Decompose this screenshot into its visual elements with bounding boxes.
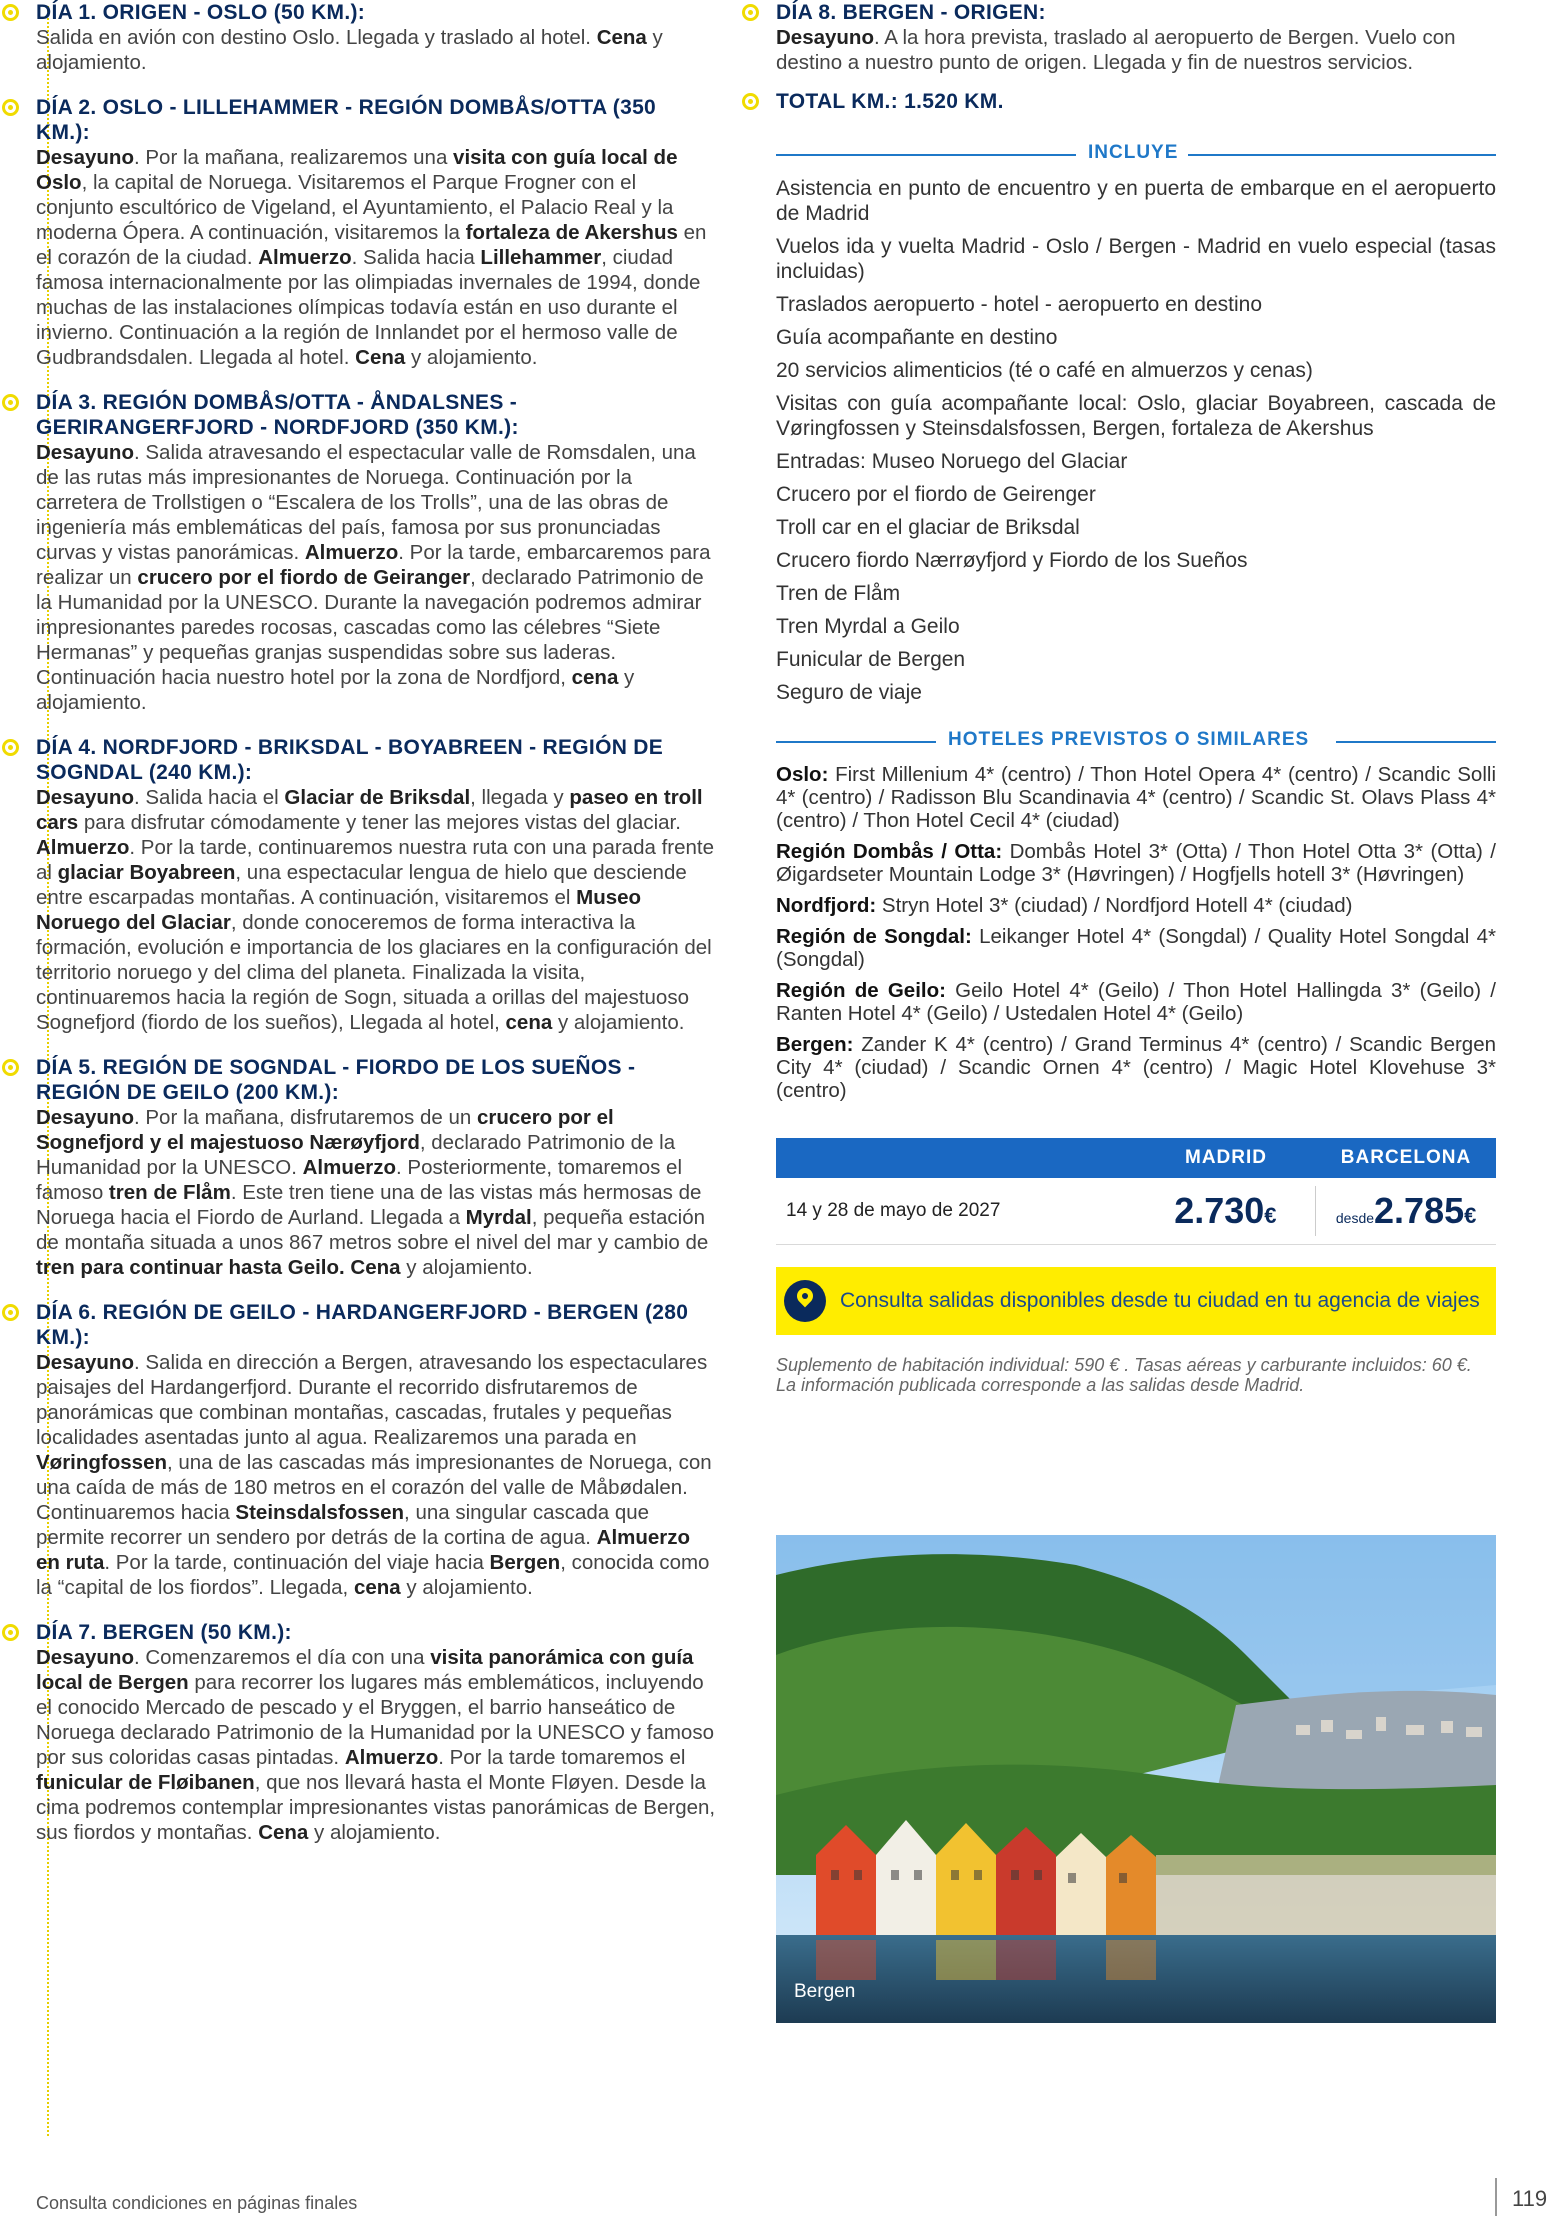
day-description: [36, 440, 716, 715]
body-text: y alojamiento.: [552, 1011, 685, 1034]
day-description: [36, 1645, 716, 1845]
body-text: . Por la mañana, realizaremos una: [133, 146, 454, 169]
body-text: . A la hora prevista, traslado al aeropuerto de Bergen. Vuelo con destino a nuestro punto de origen. Llegada y fin de nuestros servicios.: [776, 26, 1456, 74]
timeline-dot-icon: [2, 1059, 19, 1076]
include-item: Vuelos ida y vuelta Madrid - Oslo / Bergen - Madrid en vuelo especial (tasas incluidas): [776, 235, 1496, 283]
hotel-list: First Millenium 4* (centro) / Thon Hotel Opera 4* (centro) / Scandic Solli 4* (centro) / Radisson Blu Scandinavia 4* (centro) / Scandic St. Olavs Plass 4* (centro) / Thon Hotel Cecil 4* (ciudad): [776, 763, 1496, 832]
highlight-text: Museo Noruego del Glaciar: [36, 886, 642, 934]
hotel-entry: [776, 979, 1496, 1025]
day-description: [36, 25, 716, 75]
hotel-entry: [776, 1033, 1496, 1102]
body-text: , donde conoceremos de forma interactiva la formación, evolución e importancia de los glaciares en la configuración del territorio noruego y del clima del planeta. Finalizada la visita, continuaremos hacia la región de Sogn, situada a orillas del majestuoso Sognefjord (fiordo de los sueños), Llegada al hotel,: [36, 911, 712, 1034]
highlight-text: Almuerzo: [258, 246, 352, 269]
timeline-dot-icon: [2, 99, 19, 116]
body-text: . Por la tarde, continuaremos nuestra ruta con una parada frente al: [36, 836, 715, 884]
highlight-text: crucero por el fiordo de Geiranger: [137, 566, 471, 589]
highlight-text: crucero por el Sognefjord y el majestuoso Nærøyfjord: [36, 1106, 614, 1154]
body-text: para disfrutar cómodamente y tener las mejores vistas del glaciar.: [78, 811, 681, 834]
body-text: . Posteriormente, tomaremos el famoso: [36, 1156, 683, 1204]
highlight-text: Almuerzo: [304, 541, 399, 564]
highlight-text: funicular de Fløibanen: [36, 1771, 255, 1794]
include-item: Guía acompañante en destino: [776, 326, 1058, 349]
body-text: , conocida como la “capital de los fiordos”. Llegada,: [36, 1551, 710, 1599]
hotel-entry: [776, 763, 1496, 832]
include-item: Entradas: Museo Noruego del Glaciar: [776, 450, 1128, 473]
timeline-dot-icon: [2, 1304, 19, 1321]
price-barcelona-value: 2.785: [1374, 1190, 1465, 1231]
day-6: [36, 1300, 716, 1600]
currency-symbol: €: [1264, 1203, 1277, 1228]
itinerary-column: [36, 0, 716, 1865]
highlight-text: Desayuno: [36, 1106, 134, 1129]
body-text: y alojamiento.: [36, 26, 663, 74]
consult-text: Consulta salidas disponibles desde tu ciudad en tu agencia de viajes: [840, 1289, 1480, 1312]
hotels-heading: [776, 727, 1496, 757]
day-description: [36, 145, 716, 370]
day-title: DÍA 6. REGIÓN DE GEILO - HARDANGERFJORD - BERGEN (280 KM.):: [36, 1301, 689, 1349]
day-8: [776, 0, 1496, 75]
hotel-region: Oslo:: [776, 763, 829, 786]
body-text: . Por la tarde tomaremos el: [438, 1746, 686, 1769]
highlight-text: Cena: [355, 346, 406, 369]
total-km-text: TOTAL KM.: 1.520 KM.: [776, 90, 1004, 113]
body-text: , llegada y: [470, 786, 570, 809]
price-table-header: [776, 1138, 1496, 1178]
timeline-dot-icon: [742, 93, 759, 110]
timeline-dot-icon: [2, 739, 19, 756]
hotel-list: Geilo Hotel 4* (Geilo) / Thon Hotel Hallingda 3* (Geilo) / Ranten Hotel 4* (Geilo) / Ustedalen Hotel 4* (Geilo): [776, 979, 1496, 1025]
price-note: Suplemento de habitación individual: 590 € . Tasas aéreas y carburante incluidos: 60 €. La información publicada corresponde a las salidas desde Madrid.: [776, 1355, 1472, 1395]
day-title: DÍA 5. REGIÓN DE SOGNDAL - FIORDO DE LOS SUEÑOS - REGIÓN DE GEILO (200 KM.):: [36, 1056, 636, 1104]
day-title: DÍA 4. NORDFJORD - BRIKSDAL - BOYABREEN - REGIÓN DE SOGNDAL (240 KM.):: [36, 736, 664, 784]
highlight-text: cena: [353, 1576, 401, 1599]
hotel-list: Stryn Hotel 3* (ciudad) / Nordfjord Hotell 4* (ciudad): [876, 894, 1353, 917]
day-title: DÍA 3. REGIÓN DOMBÅS/OTTA - ÅNDALSNES - GERIRANGERFJORD - NORDFJORD (350 KM.):: [36, 391, 519, 439]
day-title: DÍA 2. OSLO - LILLEHAMMER - REGIÓN DOMBÅS/OTTA (350 KM.):: [36, 96, 657, 144]
body-text: , una singular cascada que permite recorrer un sendero por detrás de la cortina de agua.: [36, 1501, 650, 1549]
body-text: . Salida atravesando el espectacular valle de Romsdalen, una de las rutas más impresionantes de Noruega. Continuación por la carretera de Trollstigen o “Escalera de los Trolls”, una de las obras de ingeniería más emblemáticas del país, famosa por sus pronunciadas curvas y vistas panorámicas.: [36, 441, 696, 564]
body-text: , pequeña estación de montaña situada a unos 867 metros sobre el nivel del mar y cambio de: [36, 1206, 709, 1254]
highlight-text: visita con guía local de Oslo: [36, 146, 678, 194]
body-text: . Salida hacia el: [133, 786, 285, 809]
body-text: y alojamiento.: [400, 1256, 533, 1279]
body-text: , ciudad famosa internacionalmente por las olimpiadas invernales de 1994, donde muchas de las instalaciones olímpicas todavía están en uso durante el invierno. Continuación a la región de Innlandet por el hermoso valle de Gudbrandsdalen. Llegada al hotel.: [36, 246, 701, 369]
include-item: Troll car en el glaciar de Briksdal: [776, 516, 1080, 539]
include-item: Crucero fiordo Nærrøyfjord y Fiordo de los Sueños: [776, 549, 1248, 572]
include-item: Tren de Flåm: [776, 582, 901, 605]
highlight-text: Almuerzo: [302, 1156, 397, 1179]
include-item: 20 servicios alimenticios (té o café en almuerzos y cenas): [776, 359, 1313, 382]
body-text: . Este tren tiene una de las vistas más hermosas de Noruega hacia el Fiordo de Aurland. Llegada a: [36, 1181, 702, 1229]
price-dates: 14 y 28 de mayo de 2027: [786, 1200, 1001, 1221]
map-pin-icon: [784, 1280, 826, 1322]
includes-heading: [776, 140, 1496, 170]
highlight-text: Desayuno: [36, 786, 134, 809]
body-text: , una espectacular lengua de hielo que desciende entre escarpadas montañas. A continuación, visitaremos el: [36, 861, 687, 909]
highlight-text: cena: [505, 1011, 553, 1034]
price-madrid-value: 2.730: [1174, 1190, 1265, 1231]
hotel-list: Zander K 4* (centro) / Grand Terminus 4* (centro) / Scandic Bergen City 4* (ciudad) / Scandic Ornen 4* (centro) / Magic Hotel Klovehuse 3* (centro): [776, 1033, 1496, 1102]
body-text: y alojamiento.: [400, 1576, 533, 1599]
day-title: DÍA 7. BERGEN (50 KM.):: [36, 1621, 292, 1644]
body-text: , la capital de Noruega. Visitaremos el Parque Frogner con el conjunto escultórico de Vigeland, el Ayuntamiento, el Palacio Real y la moderna Ópera. A continuación, visitaremos la: [36, 171, 674, 244]
highlight-text: Almuerzo en ruta: [36, 1526, 691, 1574]
hotel-entry: [776, 925, 1496, 971]
day-2: [36, 95, 716, 370]
hotels-heading-label: HOTELES PREVISTOS O SIMILARES: [948, 729, 1310, 750]
timeline-dot-icon: [2, 394, 19, 411]
timeline-dot-icon: [742, 4, 759, 21]
body-text: Salida en avión con destino Oslo. Llegada y traslado al hotel.: [36, 26, 597, 49]
highlight-text: tren de Flåm: [108, 1181, 231, 1204]
footer-divider: [1495, 2178, 1497, 2216]
highlight-text: paseo en troll cars: [36, 786, 703, 834]
header-barcelona: BARCELONA: [1340, 1147, 1472, 1168]
body-text: . Salida hacia: [351, 246, 481, 269]
highlight-text: Glaciar de Briksdal: [284, 786, 471, 809]
body-text: , declarado Patrimonio de la Humanidad por la UNESCO. Durante la navegación podremos admirar impresionantes paredes rocosas, cascadas como las célebres “Siete Hermanas” y pequeñas granjas suspendidas sobre sus laderas. Continuación hacia nuestro hotel por la zona de Nordfjord,: [36, 566, 704, 689]
price-desde: desde: [1335, 1210, 1375, 1226]
highlight-text: tren para continuar hasta Geilo. Cena: [36, 1256, 401, 1279]
hotel-region: Región de Songdal:: [776, 925, 972, 948]
hotel-region: Nordfjord:: [776, 894, 877, 917]
highlight-text: Bergen: [489, 1551, 561, 1574]
day-5: [36, 1055, 716, 1280]
hotel-region: Bergen:: [776, 1033, 854, 1056]
price-madrid: [1136, 1190, 1316, 1232]
highlight-text: Steinsdalsfossen: [235, 1501, 405, 1524]
hotel-region: Región de Geilo:: [776, 979, 946, 1002]
footer-conditions: Consulta condiciones en páginas finales: [36, 2193, 358, 2213]
heading-rule-right: [1188, 154, 1496, 156]
hotel-entry: [776, 840, 1496, 886]
day-description: [36, 1350, 716, 1600]
highlight-text: Desayuno: [36, 1646, 134, 1669]
body-text: . Salida en dirección a Bergen, atravesando los espectaculares paisajes del Hardangerfjord. Durante el recorrido disfrutaremos de panorámicas que combinan montañas, cascadas, frutales y pequeñas localidades asentadas junto al agua. Realizaremos una parada en: [36, 1351, 708, 1449]
day-title: DÍA 8. BERGEN - ORIGEN:: [776, 1, 1046, 24]
body-text: y alojamiento.: [36, 666, 635, 714]
highlight-text: Cena: [258, 1821, 309, 1844]
body-text: . Por la tarde, embarcaremos para realizar un: [36, 541, 711, 589]
timeline-dot-icon: [2, 1624, 19, 1641]
heading-rule-left: [776, 154, 1076, 156]
day-7: [36, 1620, 716, 1845]
highlight-text: Almuerzo: [36, 836, 130, 859]
bergen-photo: [776, 1535, 1496, 2023]
body-text: . Por la tarde, continuación del viaje hacia: [104, 1551, 490, 1574]
day-title: DÍA 1. ORIGEN - OSLO (50 KM.):: [36, 1, 366, 24]
include-item: Seguro de viaje: [776, 681, 922, 704]
body-text: , una de las cascadas más impresionantes de Noruega, con una caída de más de 180 metros en el corazón del valle de Måbødalen. Continuaremos hacia: [36, 1451, 712, 1524]
hotel-list: Dombås Hotel 3* (Otta) / Thon Hotel Otta 3* (Otta) / Øigardseter Mountain Lodge 3* (Høvringen) / Hogfjells hotell 3* (Høvringen): [776, 840, 1496, 886]
page-number: 119: [1512, 2186, 1548, 2211]
highlight-text: Desayuno: [776, 26, 874, 49]
highlight-text: Almuerzo: [344, 1746, 439, 1769]
include-item: Funicular de Bergen: [776, 648, 966, 671]
header-madrid: MADRID: [1185, 1147, 1267, 1168]
day-description: [36, 785, 716, 1035]
highlight-text: fortaleza de Akershus: [465, 221, 678, 244]
heading-rule-left: [776, 741, 936, 743]
hotels-list: [776, 763, 1496, 1102]
price-barcelona: [1315, 1186, 1496, 1236]
includes-list: [776, 176, 1496, 705]
body-text: y alojamiento.: [405, 346, 538, 369]
day-3: [36, 390, 716, 715]
include-item: Crucero por el fiordo de Geirenger: [776, 483, 1096, 506]
includes-heading-label: INCLUYE: [1088, 142, 1179, 163]
heading-rule-right: [1336, 741, 1496, 743]
highlight-text: Cena: [596, 26, 647, 49]
highlight-text: Desayuno: [36, 1351, 134, 1374]
hotel-region: Región Dombås / Otta:: [776, 840, 1003, 863]
price-row: [776, 1178, 1496, 1245]
day-4: [36, 735, 716, 1035]
body-text: en el corazón de la ciudad.: [36, 221, 707, 269]
consult-banner: [776, 1267, 1496, 1335]
highlight-text: glaciar Boyabreen: [57, 861, 236, 884]
highlight-text: Myrdal: [465, 1206, 532, 1229]
info-column: [776, 0, 1496, 1395]
total-km: [776, 89, 1496, 114]
day-1: [36, 0, 716, 75]
highlight-text: Lillehammer: [480, 246, 602, 269]
hotel-entry: [776, 894, 1496, 917]
body-text: , que nos llevará hasta el Monte Fløyen. Desde la cima podremos contemplar impresionantes vistas panorámicas de Bergen, sus fiordos y montañas.: [36, 1771, 716, 1844]
bergen-landscape-image: [776, 1535, 1496, 2023]
body-text: para recorrer los lugares más emblemáticos, incluyendo el conocido Mercado de pescado y el Bryggen, el barrio hanseático de Noruega declarado Patrimonio de la Humanidad por la UNESCO y famoso por sus coloridas casas pintadas.: [36, 1671, 714, 1769]
timeline-dot-icon: [2, 4, 19, 21]
include-item: Traslados aeropuerto - hotel - aeropuerto en destino: [776, 293, 1263, 316]
day-list: [36, 0, 716, 1845]
price-table: [776, 1138, 1496, 1245]
include-item: Asistencia en punto de encuentro y en puerta de embarque en el aeropuerto de Madrid: [776, 177, 1496, 225]
highlight-text: Desayuno: [36, 441, 134, 464]
include-item: Visitas con guía acompañante local: Oslo, glaciar Boyabreen, cascada de Vøringfossen y Steinsdalsfossen, Bergen, fortaleza de Akershus: [776, 392, 1496, 440]
day-description: [36, 1105, 716, 1280]
body-text: . Por la mañana, disfrutaremos de un: [133, 1106, 477, 1129]
body-text: , declarado Patrimonio de la Humanidad por la UNESCO.: [36, 1131, 676, 1179]
highlight-text: Desayuno: [36, 146, 134, 169]
include-item: Tren Myrdal a Geilo: [776, 615, 960, 638]
body-text: y alojamiento.: [308, 1821, 441, 1844]
day-description: [776, 25, 1496, 75]
highlight-text: Vøringfossen: [36, 1451, 167, 1474]
currency-symbol: €: [1464, 1203, 1477, 1228]
hotel-list: Leikanger Hotel 4* (Songdal) / Quality Hotel Songdal 4* (Songdal): [776, 925, 1497, 971]
highlight-text: visita panorámica con guía local de Bergen: [36, 1646, 694, 1694]
photo-caption: Bergen: [794, 1981, 856, 2002]
body-text: . Comenzaremos el día con una: [133, 1646, 431, 1669]
highlight-text: cena: [571, 666, 619, 689]
